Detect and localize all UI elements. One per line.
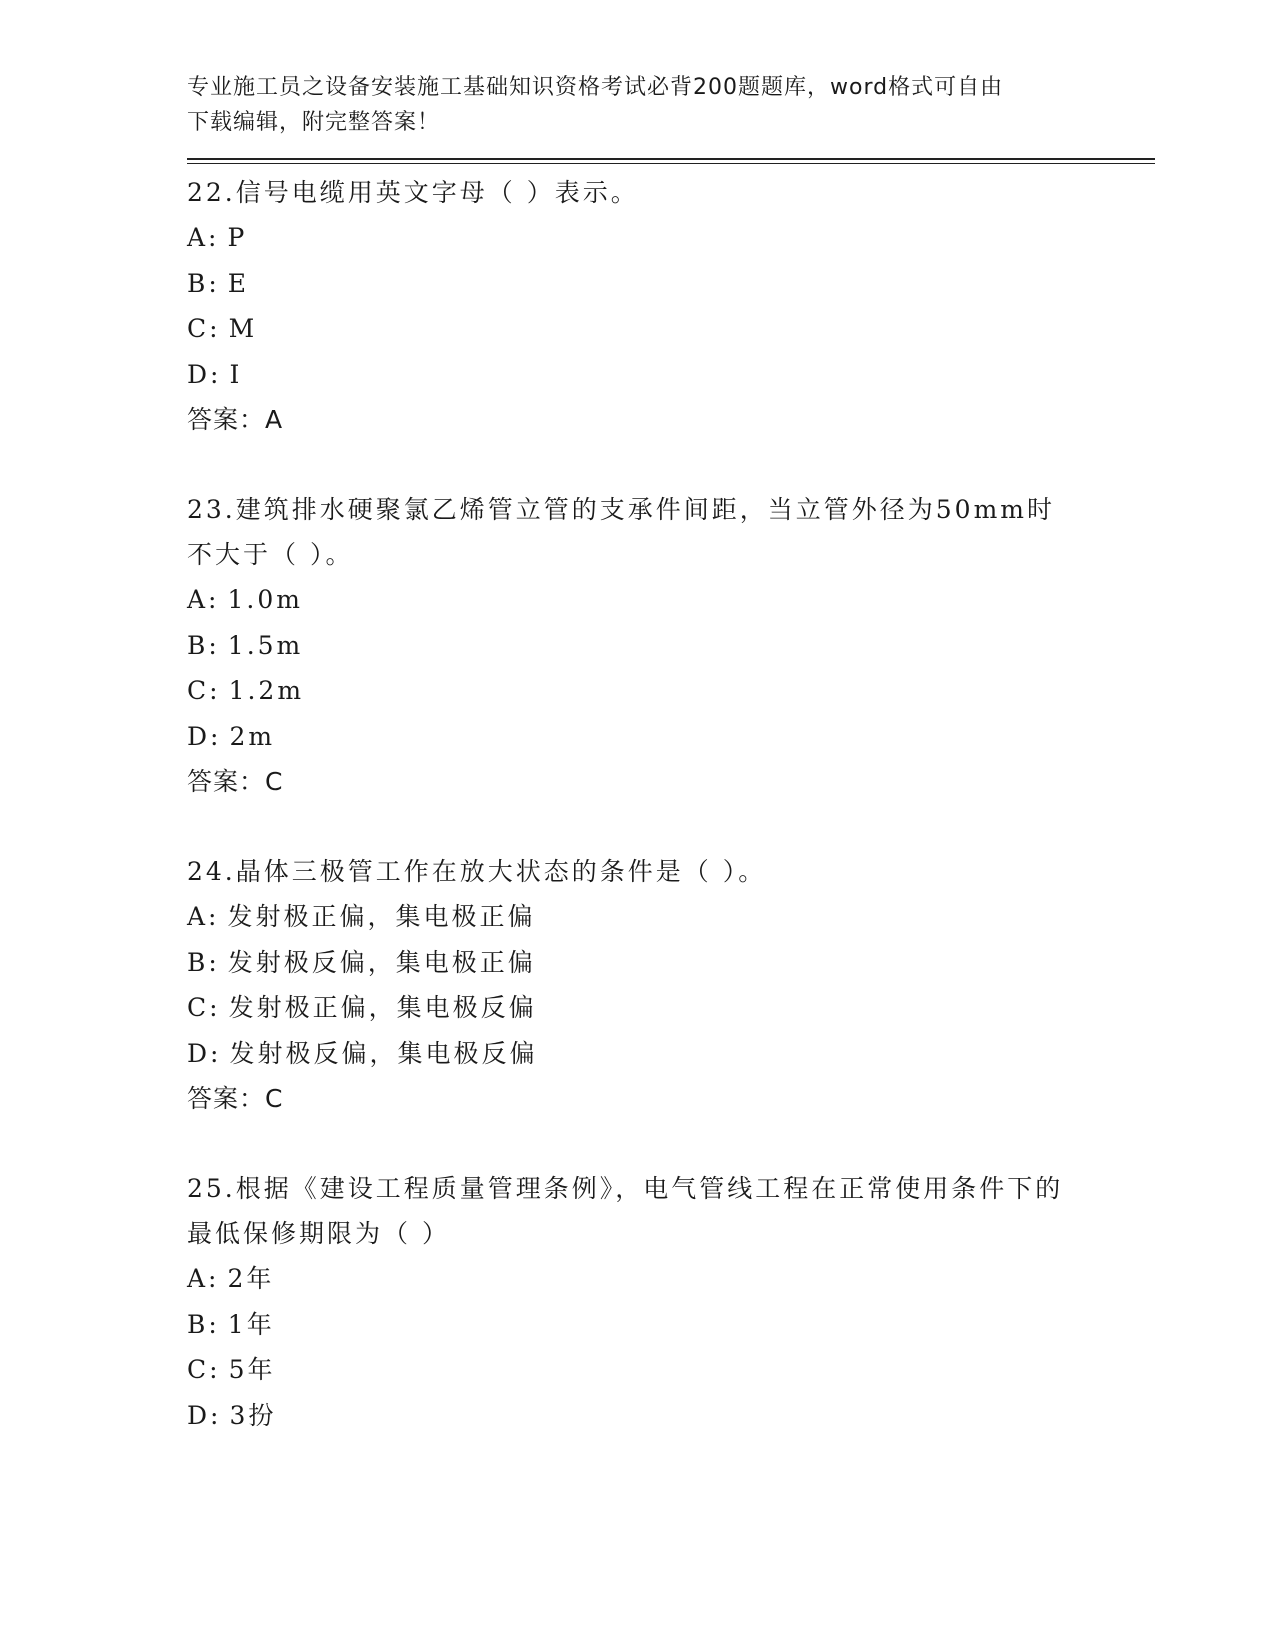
spacer (187, 1121, 1155, 1166)
option-value: E (227, 268, 250, 298)
option-key: D: (187, 721, 222, 751)
option-key: D: (187, 1038, 222, 1068)
option-key: B: (187, 947, 220, 977)
option-a (187, 215, 1155, 261)
question-25 (187, 1166, 1155, 1438)
option-d (187, 352, 1155, 398)
option-value: 发射极正偏，集电极反偏 (228, 993, 537, 1022)
option-value: 2m (229, 721, 276, 751)
option-key: B: (187, 268, 220, 298)
option-value: 1.0m (227, 585, 303, 614)
option-value: 5年 (228, 1355, 276, 1384)
document-page (187, 70, 1155, 1438)
option-c (187, 985, 1155, 1031)
option-c (187, 306, 1155, 352)
option-value: I (229, 359, 243, 389)
option-value: 发射极反偏，集电极正偏 (227, 947, 536, 977)
header-line-1: 专业施工员之设备安装施工基础知识资格考试必背200题题库，word格式可自由 (187, 75, 1004, 100)
option-d (187, 1031, 1155, 1077)
option-key: C: (187, 676, 221, 705)
option-key: D: (187, 1400, 222, 1430)
spacer (187, 804, 1155, 849)
option-key: B: (187, 630, 220, 660)
option-key: A: (187, 1264, 220, 1293)
header-line-2: 下载编辑，附完整答案！ (187, 110, 441, 135)
option-value: 1年 (227, 1309, 275, 1339)
option-value: 1.5m (227, 630, 304, 660)
option-key: A: (187, 902, 220, 931)
header-divider (187, 158, 1155, 164)
option-key: C: (187, 993, 221, 1022)
question-24 (187, 849, 1155, 1121)
question-text: 24.晶体三极管工作在放大状态的条件是（ ）。 (187, 857, 767, 886)
option-b (187, 940, 1155, 986)
option-a (187, 577, 1155, 623)
option-value: M (228, 314, 258, 343)
option-b (187, 1302, 1155, 1348)
answer: 答案：C (187, 1084, 284, 1113)
option-d (187, 714, 1155, 760)
option-key: D: (187, 359, 222, 389)
question-text: 25.根据《建设工程质量管理条例》，电气管线工程在正常使用条件下的最低保修期限为（ ） (187, 1174, 1064, 1248)
option-c (187, 1347, 1155, 1393)
option-key: C: (187, 1355, 221, 1384)
option-a (187, 1256, 1155, 1302)
question-22 (187, 170, 1155, 442)
answer: 答案：C (187, 767, 284, 796)
option-b (187, 623, 1155, 669)
spacer (187, 442, 1155, 487)
option-c (187, 668, 1155, 714)
option-value: P (227, 223, 248, 252)
option-value: 发射极反偏，集电极反偏 (229, 1038, 538, 1068)
option-key: A: (187, 223, 220, 252)
question-text: 23.建筑排水硬聚氯乙烯管立管的支承件间距，当立管外径为50mm时不大于（ ）。 (187, 495, 1055, 569)
option-b (187, 261, 1155, 307)
option-a (187, 894, 1155, 940)
answer: 答案：A (187, 405, 284, 434)
option-key: C: (187, 314, 221, 343)
question-text: 22.信号电缆用英文字母（ ）表示。 (187, 178, 639, 207)
option-key: A: (187, 585, 220, 614)
option-value: 1.2m (228, 676, 305, 705)
option-value: 发射极正偏，集电极正偏 (227, 902, 536, 931)
question-23 (187, 487, 1155, 804)
document-header (187, 70, 1067, 140)
option-value: 3扮 (229, 1400, 277, 1430)
option-value: 2年 (227, 1264, 275, 1293)
option-d (187, 1393, 1155, 1439)
option-key: B: (187, 1309, 220, 1339)
